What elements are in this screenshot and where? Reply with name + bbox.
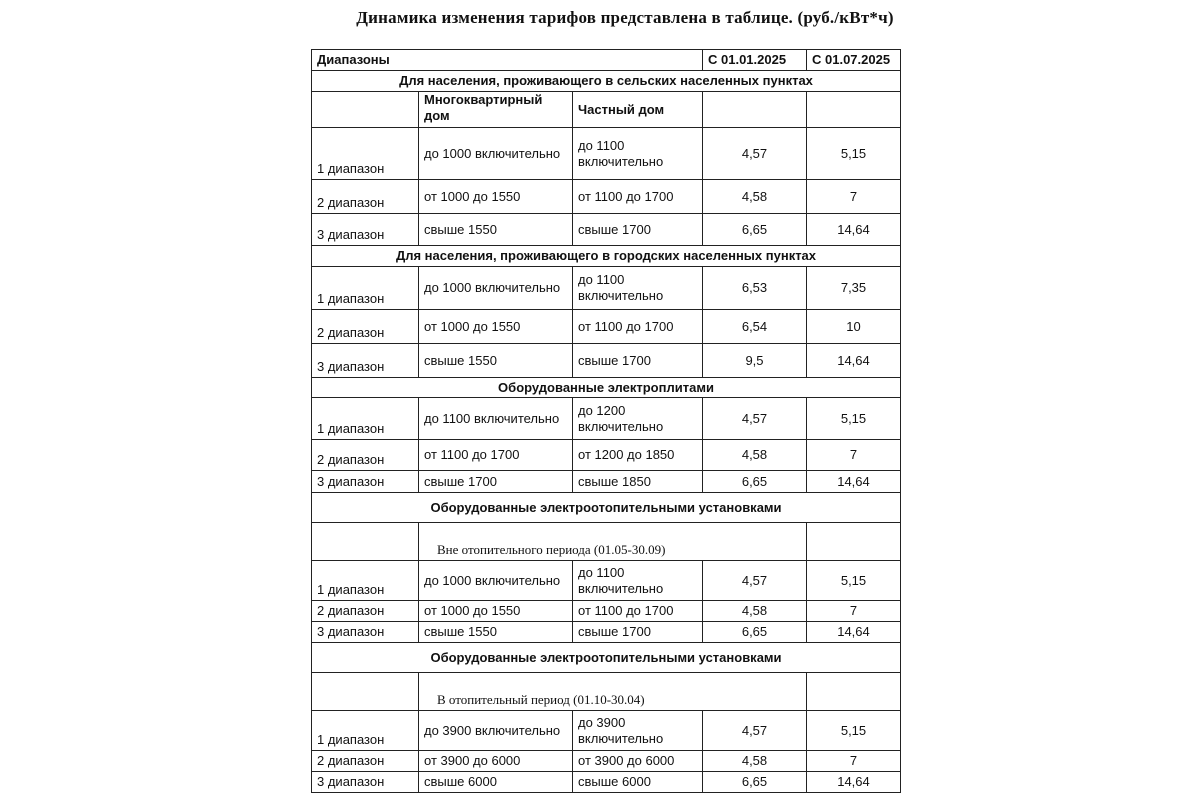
range-cell: 1 диапазон bbox=[312, 561, 419, 601]
table-row bbox=[312, 310, 901, 344]
range-cell: 3 диапазон bbox=[312, 344, 419, 378]
date2-header: С 01.07.2025 bbox=[807, 50, 901, 71]
value-2025-01-cell: 4,58 bbox=[703, 601, 807, 622]
house-cell: до 1100 включительно bbox=[573, 128, 703, 180]
range-cell: 3 диапазон bbox=[312, 622, 419, 643]
section-title: Оборудованные электроотопительными установками bbox=[312, 643, 901, 673]
apartment-cell: свыше 1550 bbox=[419, 344, 573, 378]
value-2025-01-cell: 6,54 bbox=[703, 310, 807, 344]
table-row bbox=[312, 601, 901, 622]
apartment-cell: свыше 6000 bbox=[419, 772, 573, 793]
house-cell: до 1100 включительно bbox=[573, 561, 703, 601]
apartment-cell: от 1000 до 1550 bbox=[419, 601, 573, 622]
table-row bbox=[312, 622, 901, 643]
table-row bbox=[312, 180, 901, 214]
apartment-cell: от 1000 до 1550 bbox=[419, 180, 573, 214]
value-2025-01-cell: 4,58 bbox=[703, 180, 807, 214]
range-cell: 1 диапазон bbox=[312, 128, 419, 180]
value-2025-07-cell: 5,15 bbox=[807, 711, 901, 751]
apartment-cell: до 1000 включительно bbox=[419, 267, 573, 310]
house-cell: свыше 6000 bbox=[573, 772, 703, 793]
ranges-header: Диапазоны bbox=[312, 50, 703, 71]
house-cell: от 1100 до 1700 bbox=[573, 310, 703, 344]
table-row bbox=[312, 471, 901, 493]
empty-cell bbox=[312, 92, 419, 128]
house-cell: до 1200 включительно bbox=[573, 398, 703, 440]
table-row bbox=[312, 344, 901, 378]
section-title-row bbox=[312, 246, 901, 267]
value-2025-01-cell: 4,57 bbox=[703, 128, 807, 180]
value-2025-07-cell: 7,35 bbox=[807, 267, 901, 310]
house-cell: свыше 1700 bbox=[573, 214, 703, 246]
empty-cell bbox=[312, 673, 419, 711]
page-title: Динамика изменения тарифов представлена в таблице. (руб./кВт*ч) bbox=[356, 8, 894, 27]
section-title-row bbox=[312, 493, 901, 523]
section-title: Оборудованные электроплитами bbox=[312, 378, 901, 398]
subheader-row bbox=[312, 92, 901, 128]
period-label: В отопительный период (01.10-30.04) bbox=[419, 673, 807, 711]
empty-cell bbox=[807, 92, 901, 128]
period-label: Вне отопительного периода (01.05-30.09) bbox=[419, 523, 807, 561]
house-header: Частный дом bbox=[573, 92, 703, 128]
value-2025-07-cell: 14,64 bbox=[807, 344, 901, 378]
header-row bbox=[312, 50, 901, 71]
date1-header: С 01.01.2025 bbox=[703, 50, 807, 71]
value-2025-01-cell: 9,5 bbox=[703, 344, 807, 378]
range-cell: 2 диапазон bbox=[312, 180, 419, 214]
empty-cell bbox=[312, 523, 419, 561]
period-row bbox=[312, 523, 901, 561]
apartment-cell: до 1000 включительно bbox=[419, 128, 573, 180]
section-title-row bbox=[312, 71, 901, 92]
value-2025-07-cell: 7 bbox=[807, 180, 901, 214]
table-row bbox=[312, 561, 901, 601]
value-2025-01-cell: 4,57 bbox=[703, 561, 807, 601]
section-title-row bbox=[312, 643, 901, 673]
empty-cell bbox=[703, 92, 807, 128]
range-cell: 1 диапазон bbox=[312, 267, 419, 310]
table-row bbox=[312, 214, 901, 246]
table-row bbox=[312, 267, 901, 310]
house-cell: до 3900 включительно bbox=[573, 711, 703, 751]
value-2025-07-cell: 5,15 bbox=[807, 398, 901, 440]
apartment-cell: от 1100 до 1700 bbox=[419, 440, 573, 471]
house-cell: от 3900 до 6000 bbox=[573, 751, 703, 772]
range-cell: 2 диапазон bbox=[312, 751, 419, 772]
section-title: Для населения, проживающего в сельских населенных пунктах bbox=[312, 71, 901, 92]
value-2025-01-cell: 6,65 bbox=[703, 772, 807, 793]
section-title: Оборудованные электроотопительными установками bbox=[312, 493, 901, 523]
value-2025-07-cell: 14,64 bbox=[807, 772, 901, 793]
house-cell: свыше 1700 bbox=[573, 344, 703, 378]
value-2025-07-cell: 10 bbox=[807, 310, 901, 344]
apartment-cell: свыше 1550 bbox=[419, 214, 573, 246]
value-2025-01-cell: 4,58 bbox=[703, 751, 807, 772]
table-row bbox=[312, 772, 901, 793]
range-cell: 2 диапазон bbox=[312, 310, 419, 344]
value-2025-01-cell: 6,65 bbox=[703, 214, 807, 246]
value-2025-01-cell: 6,65 bbox=[703, 471, 807, 493]
apartment-cell: от 1000 до 1550 bbox=[419, 310, 573, 344]
value-2025-07-cell: 14,64 bbox=[807, 471, 901, 493]
apartment-cell: от 3900 до 6000 bbox=[419, 751, 573, 772]
house-cell: от 1200 до 1850 bbox=[573, 440, 703, 471]
range-cell: 2 диапазон bbox=[312, 601, 419, 622]
value-2025-07-cell: 14,64 bbox=[807, 214, 901, 246]
apartment-cell: до 1000 включительно bbox=[419, 561, 573, 601]
empty-cell bbox=[807, 673, 901, 711]
value-2025-07-cell: 7 bbox=[807, 751, 901, 772]
value-2025-01-cell: 6,53 bbox=[703, 267, 807, 310]
house-cell: свыше 1850 bbox=[573, 471, 703, 493]
range-cell: 1 диапазон bbox=[312, 711, 419, 751]
table-row bbox=[312, 128, 901, 180]
range-cell: 3 диапазон bbox=[312, 471, 419, 493]
section-title: Для населения, проживающего в городских населенных пунктах bbox=[312, 246, 901, 267]
value-2025-07-cell: 14,64 bbox=[807, 622, 901, 643]
range-cell: 3 диапазон bbox=[312, 214, 419, 246]
value-2025-07-cell: 5,15 bbox=[807, 128, 901, 180]
apartment-cell: свыше 1700 bbox=[419, 471, 573, 493]
house-cell: от 1100 до 1700 bbox=[573, 601, 703, 622]
table-row bbox=[312, 711, 901, 751]
table-row bbox=[312, 751, 901, 772]
range-cell: 3 диапазон bbox=[312, 772, 419, 793]
period-row bbox=[312, 673, 901, 711]
value-2025-01-cell: 6,65 bbox=[703, 622, 807, 643]
value-2025-01-cell: 4,57 bbox=[703, 711, 807, 751]
apartment-cell: до 3900 включительно bbox=[419, 711, 573, 751]
apartment-cell: до 1100 включительно bbox=[419, 398, 573, 440]
table-row bbox=[312, 440, 901, 471]
house-cell: от 1100 до 1700 bbox=[573, 180, 703, 214]
value-2025-01-cell: 4,57 bbox=[703, 398, 807, 440]
house-cell: свыше 1700 bbox=[573, 622, 703, 643]
table-row bbox=[312, 398, 901, 440]
range-cell: 1 диапазон bbox=[312, 398, 419, 440]
section-title-row bbox=[312, 378, 901, 398]
value-2025-01-cell: 4,58 bbox=[703, 440, 807, 471]
apartment-header: Многоквартирный дом bbox=[419, 92, 573, 128]
range-cell: 2 диапазон bbox=[312, 440, 419, 471]
value-2025-07-cell: 7 bbox=[807, 601, 901, 622]
apartment-cell: свыше 1550 bbox=[419, 622, 573, 643]
value-2025-07-cell: 5,15 bbox=[807, 561, 901, 601]
empty-cell bbox=[807, 523, 901, 561]
tariff-table bbox=[311, 49, 901, 793]
value-2025-07-cell: 7 bbox=[807, 440, 901, 471]
house-cell: до 1100 включительно bbox=[573, 267, 703, 310]
